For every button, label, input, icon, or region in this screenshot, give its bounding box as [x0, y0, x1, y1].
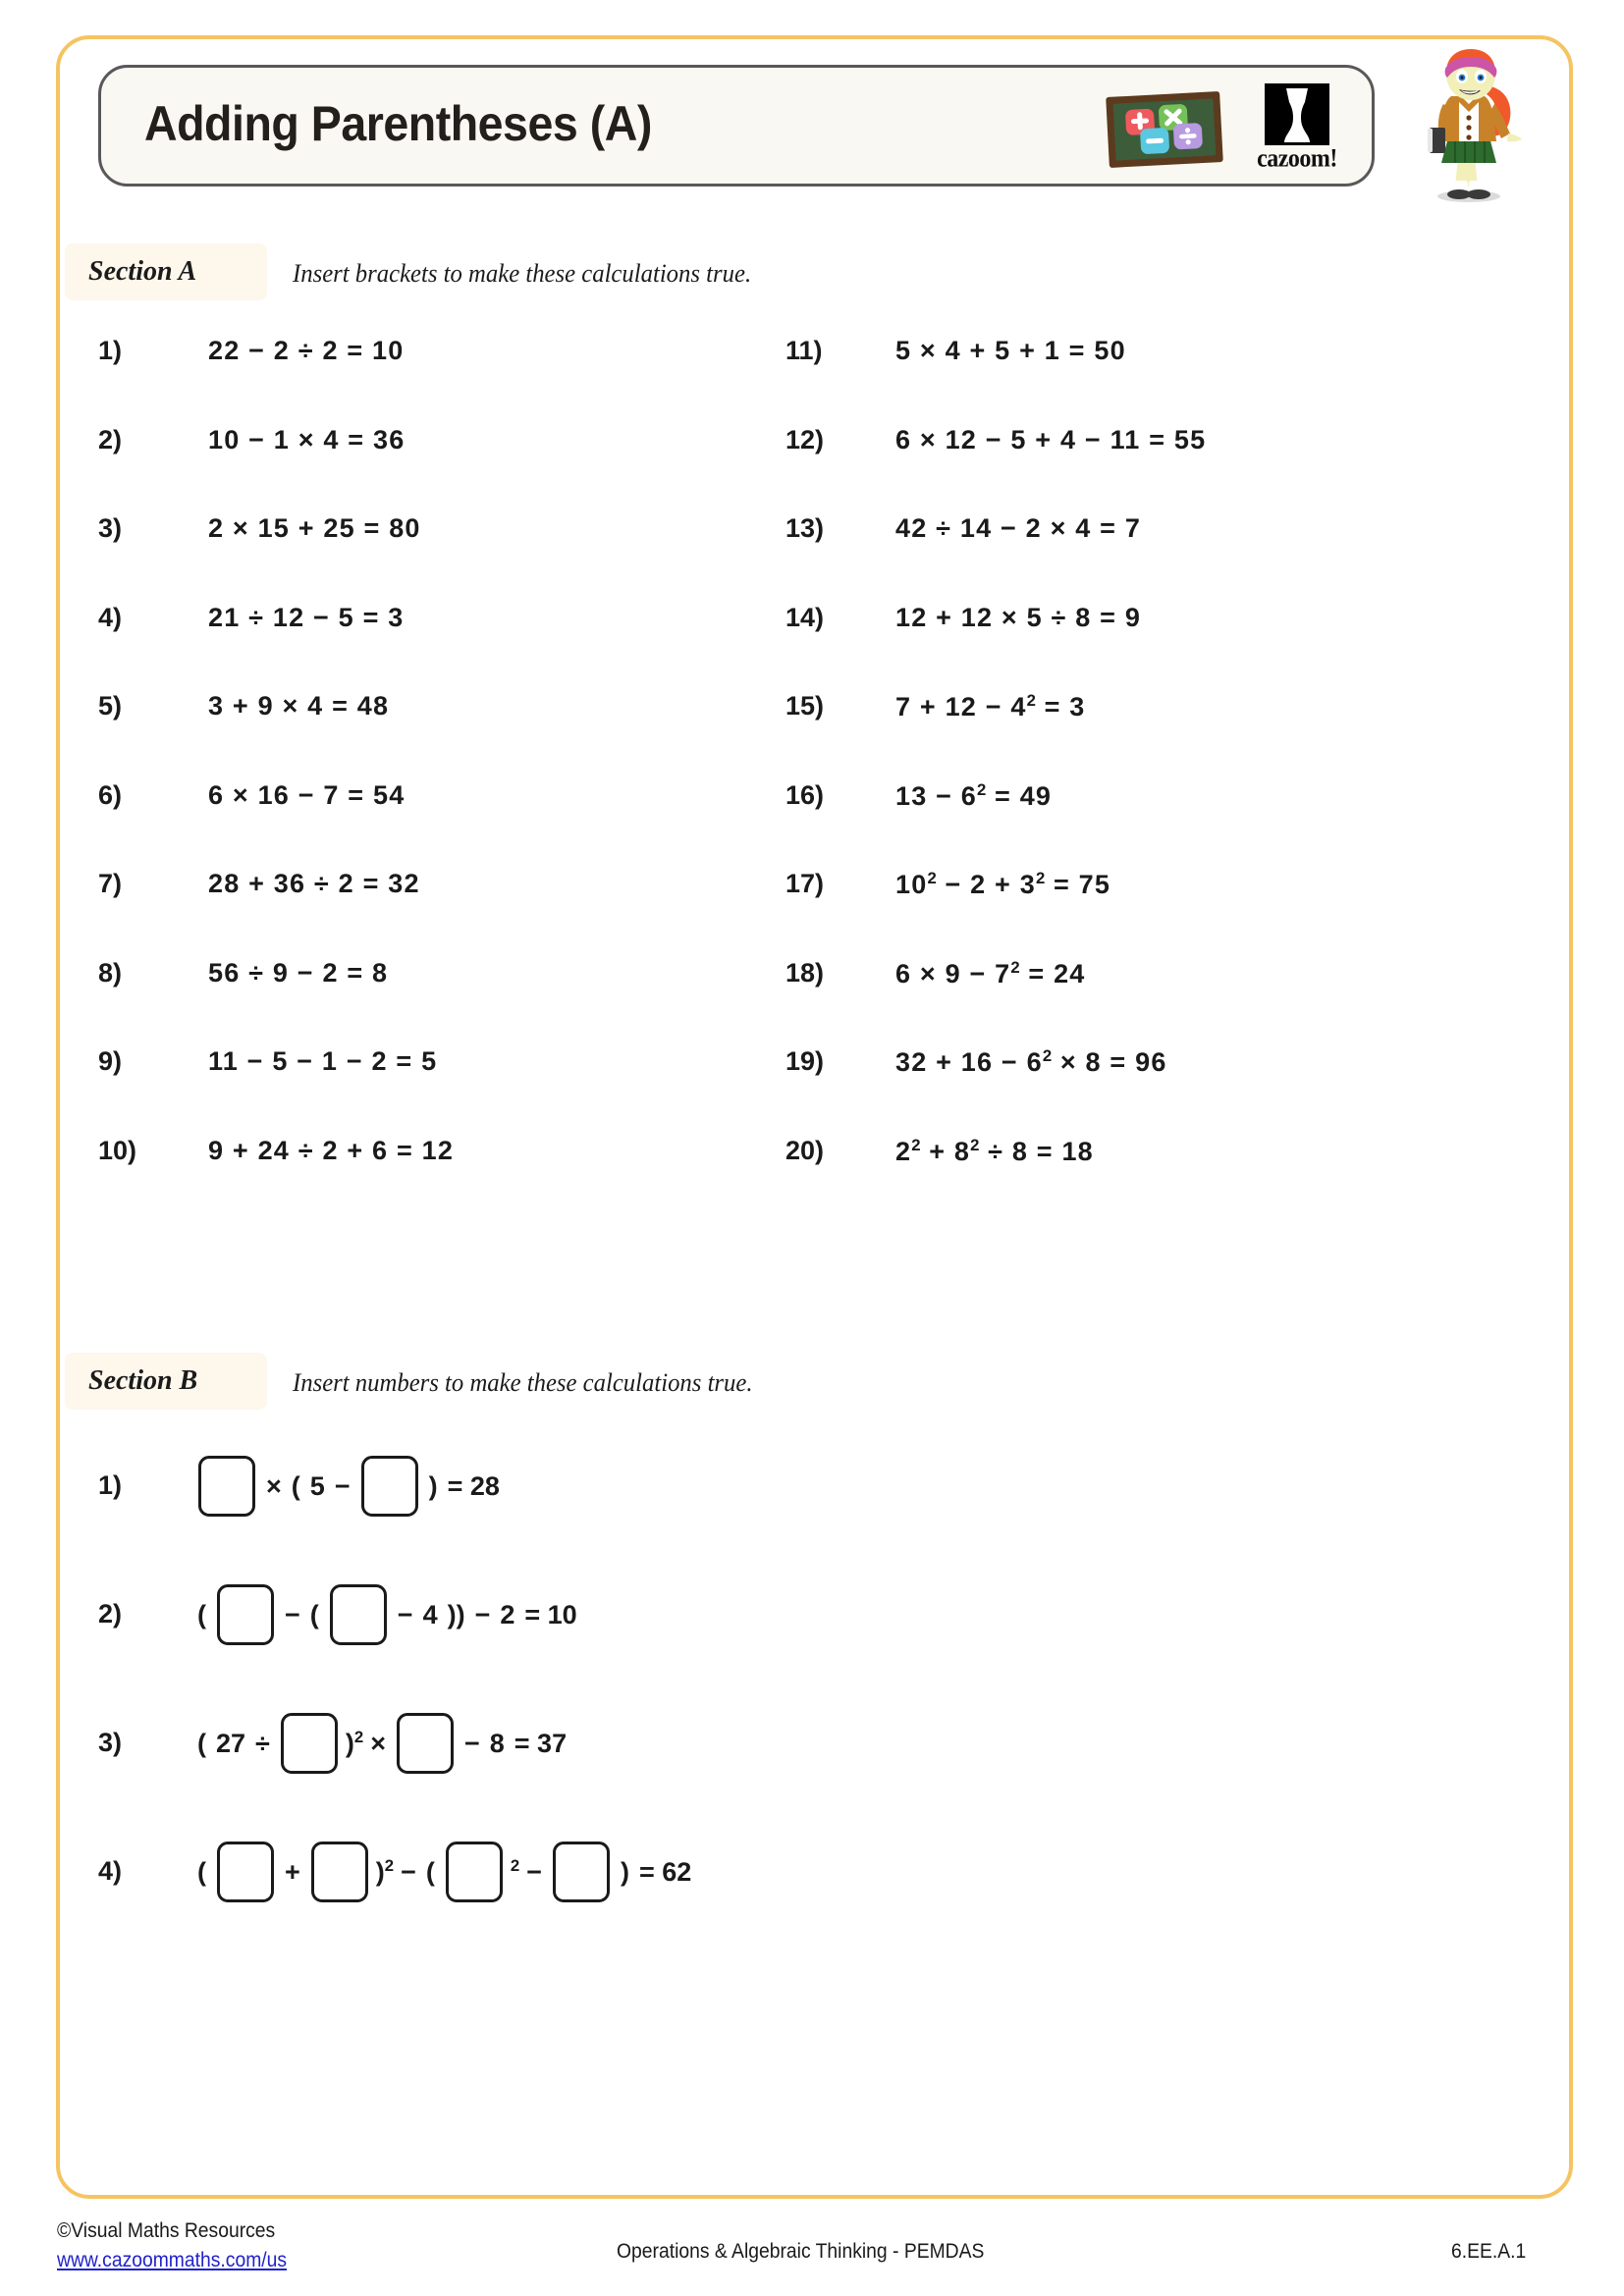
question-number: 5)	[98, 691, 123, 721]
question-number: 6)	[98, 779, 123, 810]
question-expression: 11 − 5 − 1 − 2 = 5	[208, 1046, 438, 1076]
answer-box[interactable]	[198, 1456, 255, 1517]
schoolgirl-mascot-icon	[1404, 47, 1532, 204]
section-a-label: Section A	[88, 256, 197, 287]
expression-token: )	[428, 1470, 438, 1501]
expression-token: = 62	[638, 1856, 692, 1887]
question-expression: 28 + 36 ÷ 2 = 32	[208, 869, 420, 898]
page-footer	[0, 2216, 1624, 2295]
question-number: 4)	[98, 602, 123, 632]
question-number: 12)	[785, 424, 825, 454]
question-number: 20)	[785, 1135, 825, 1165]
page-title: Adding Parentheses (A)	[144, 96, 652, 151]
question-expression: 2 × 15 + 25 = 80	[208, 513, 421, 543]
answer-box[interactable]	[217, 1584, 274, 1645]
question-expression: 3 + 9 × 4 = 48	[208, 691, 390, 721]
question-expression: 6 × 16 − 7 = 54	[208, 779, 406, 810]
question-number: 19)	[785, 1046, 825, 1076]
question-expression: 6 × 12 − 5 + 4 − 11 = 55	[895, 424, 1207, 454]
question-expression	[192, 1441, 505, 1531]
expression-token: +	[285, 1856, 300, 1887]
chalkboard-operations-icon	[1105, 90, 1224, 169]
expression-token: (	[197, 1728, 206, 1758]
section-b-label: Section B	[88, 1365, 198, 1396]
worksheet-header	[98, 65, 1375, 187]
question-number: 18)	[785, 957, 825, 988]
question-expression: 10 − 1 × 4 = 36	[208, 424, 406, 454]
expression-token: = 37	[514, 1728, 568, 1758]
expression-token: ÷	[255, 1728, 270, 1758]
answer-box[interactable]	[361, 1456, 418, 1517]
question-expression: $7 + 12 - 4^2 = 3$	[895, 691, 1086, 721]
question-number: 2)	[98, 1599, 123, 1629]
expression-token: 4	[422, 1599, 438, 1629]
footer-credits	[57, 2216, 287, 2276]
expression-token: 8	[489, 1728, 505, 1758]
question-expression: $6 \times 9 - 7^2 = 24$	[895, 957, 1086, 988]
question-expression: $32 + 16 - 6^2 \times 8 = 96$	[895, 1046, 1167, 1077]
answer-box[interactable]	[217, 1842, 274, 1902]
expression-token: (	[197, 1599, 206, 1629]
question-number: 4)	[98, 1856, 123, 1886]
cazoom-logo	[1248, 83, 1346, 177]
expression-token: 5	[309, 1470, 325, 1501]
expression-token: −	[397, 1599, 413, 1629]
question-number: 17)	[785, 869, 825, 898]
footer-copyright: ©Visual Maths Resources	[57, 2219, 276, 2242]
expression-token: 2	[510, 1856, 520, 1875]
expression-token: ×	[370, 1728, 386, 1758]
expression-token: −	[401, 1856, 416, 1887]
question-expression: $10^2 - 2 + 3^2 = 75$	[895, 869, 1111, 899]
title-box	[98, 65, 1375, 187]
footer-website-link[interactable]: www.cazoommaths.com/us	[57, 2249, 288, 2272]
section-a-instruction: Insert brackets to make these calculations true.	[293, 259, 752, 288]
question-expression: 22 − 2 ÷ 2 = 10	[208, 336, 405, 365]
footer-standard-code: 6.EE.A.1	[1451, 2240, 1527, 2263]
question-number: 3)	[98, 1728, 123, 1757]
expression-token: (	[425, 1856, 435, 1887]
expression-token: )$^2$	[345, 1728, 364, 1758]
answer-box[interactable]	[553, 1842, 610, 1902]
section-b-header	[65, 1353, 1518, 1410]
question-number: 1)	[98, 1470, 123, 1500]
answer-box[interactable]	[281, 1713, 338, 1774]
answer-box[interactable]	[446, 1842, 503, 1902]
question-number: 9)	[98, 1046, 123, 1076]
expression-token: −	[285, 1599, 300, 1629]
expression-token: = 28	[447, 1470, 500, 1501]
question-number: 14)	[785, 602, 825, 632]
cazoom-vase-icon	[1265, 83, 1329, 145]
expression-token: (	[291, 1470, 300, 1501]
answer-box[interactable]	[397, 1713, 454, 1774]
question-number: 13)	[785, 513, 825, 543]
cazoom-brand-text: cazoom!	[1257, 144, 1337, 173]
question-expression: 9 + 24 ÷ 2 + 6 = 12	[208, 1135, 455, 1165]
section-a-header	[65, 243, 1518, 300]
expression-token: ×	[266, 1470, 282, 1501]
question-expression	[192, 1698, 571, 1789]
question-expression: $13 - 6^2 = 49$	[895, 779, 1053, 811]
question-number: 15)	[785, 691, 825, 721]
question-number: 10)	[98, 1135, 137, 1165]
question-expression: 12 + 12 × 5 ÷ 8 = 9	[895, 602, 1142, 632]
section-b-instruction: Insert numbers to make these calculations true.	[293, 1368, 753, 1397]
question-number: 8)	[98, 957, 123, 988]
question-expression: $2^2 + 8^2 \div 8 = 18$	[895, 1135, 1094, 1166]
footer-topic: Operations & Algebraic Thinking - PEMDAS	[617, 2240, 985, 2263]
question-number: 11)	[785, 336, 823, 365]
question-expression: 5 × 4 + 5 + 1 = 50	[895, 336, 1126, 365]
question-expression: 42 ÷ 14 − 2 × 4 = 7	[895, 513, 1142, 543]
question-number: 3)	[98, 513, 123, 543]
question-number: 16)	[785, 779, 825, 810]
answer-box[interactable]	[330, 1584, 387, 1645]
answer-box[interactable]	[311, 1842, 368, 1902]
question-number: 2)	[98, 424, 123, 454]
question-expression: 21 ÷ 12 − 5 = 3	[208, 602, 405, 632]
expression-token: −	[474, 1599, 491, 1629]
question-number: 7)	[98, 869, 123, 898]
expression-token: 2	[500, 1599, 515, 1629]
expression-token: −	[463, 1728, 480, 1758]
expression-token: )	[620, 1856, 629, 1887]
question-number: 1)	[98, 336, 123, 365]
expression-token: ))	[447, 1599, 465, 1629]
expression-token: −	[334, 1470, 351, 1501]
expression-token: (	[309, 1599, 319, 1629]
expression-token: )$^2$	[375, 1856, 395, 1887]
expression-token: (	[197, 1856, 206, 1887]
expression-token: 27	[216, 1728, 246, 1758]
question-expression	[192, 1570, 582, 1660]
question-expression: 56 ÷ 9 − 2 = 8	[208, 957, 389, 988]
expression-token: −	[526, 1856, 542, 1887]
expression-token: = 10	[524, 1599, 577, 1629]
question-expression	[192, 1827, 696, 1917]
